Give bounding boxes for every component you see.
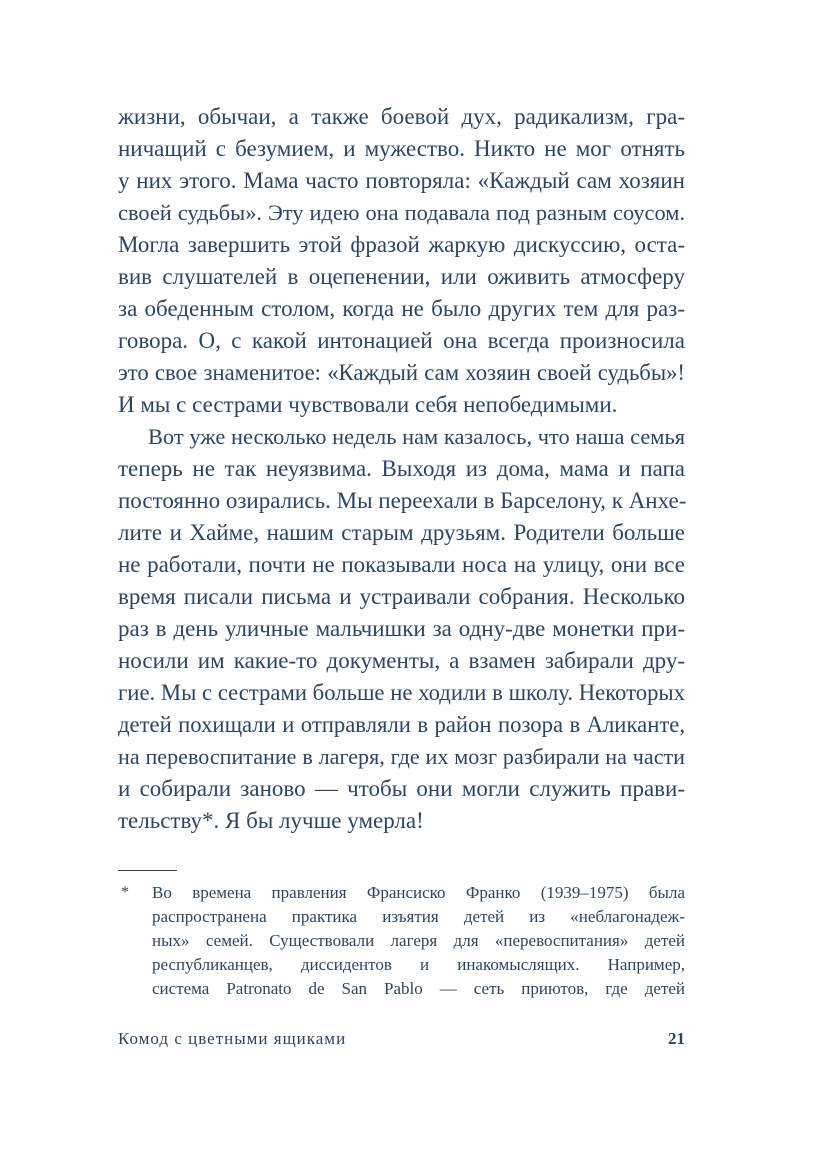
text-line: у них этого. Мама часто повторяла: «Каждый сам хозяин xyxy=(118,168,685,193)
text-line: своей судьбы». Эту идею она подавала под разным соусом. xyxy=(118,200,685,225)
text-line: и собирали заново — чтобы они могли служить прави- xyxy=(118,776,685,801)
text-line: ничащий с безумием, и мужество. Никто не мог отнять xyxy=(118,136,685,161)
footnote-line: республиканцев, диссидентов и инакомыслящих. Например, xyxy=(152,955,685,974)
text-line: лите и Хайме, нашим старым друзьям. Родители больше xyxy=(118,520,685,545)
text-line: раз в день уличные мальчишки за одну-две монетки при- xyxy=(118,616,685,641)
footnote-rule xyxy=(118,870,177,871)
page-number: 21 xyxy=(668,1029,685,1048)
text-line: гие. Мы с сестрами больше не ходили в школу. Некоторых xyxy=(118,680,685,705)
text-line: вив слушателей в оцепенении, или оживить атмосферу xyxy=(118,264,685,289)
text-line: за обеденным столом, когда не было других тем для раз- xyxy=(118,296,685,321)
text-line: Могла завершить этой фразой жаркую дискуссию, оста- xyxy=(118,232,685,257)
footnote-line: распространена практика изъятия детей из «неблагонадеж- xyxy=(152,907,685,926)
text-line: на перевоспитание в лагеря, где их мозг разбирали на части xyxy=(118,744,685,769)
text-line: постоянно озирались. Мы переехали в Барселону, к Анхе- xyxy=(118,488,687,513)
text-line: теперь не так неуязвима. Выходя из дома, мама и папа xyxy=(118,456,685,481)
text-line: И мы с сестрами чувствовали себя непобедимыми. xyxy=(118,392,618,417)
running-head: Комод с цветными ящиками xyxy=(118,1029,347,1048)
footnote-marker: * xyxy=(121,884,129,901)
footnote-line: ных» семей. Существовали лагеря для «перевоспитания» детей xyxy=(152,931,685,950)
text-line: время писали письма и устраивали собрания. Несколько xyxy=(118,584,685,609)
text-line: жизни, обычаи, а также боевой дух, радикализм, гра- xyxy=(118,104,685,129)
text-line: тельству*. Я бы лучше умерла! xyxy=(118,808,424,833)
text-line: не работали, почти не показывали носа на улицу, они все xyxy=(118,552,685,577)
footnote-line: система Patronato de San Pablo — сеть приютов, где детей xyxy=(152,979,685,998)
text-line: говора. О, с какой интонацией она всегда произносила xyxy=(118,328,685,353)
text-line: детей похищали и отправляли в район позора в Аликанте, xyxy=(118,712,685,737)
text-line: Вот уже несколько недель нам казалось, что наша семья xyxy=(148,424,685,449)
text-line: это свое знаменитое: «Каждый сам хозяин своей судьбы»! xyxy=(118,360,685,385)
footnote-line: Во времена правления Франсиско Франко (1939–1975) была xyxy=(152,883,685,902)
text-line: носили им какие-то документы, а взамен забирали дру- xyxy=(118,648,685,673)
